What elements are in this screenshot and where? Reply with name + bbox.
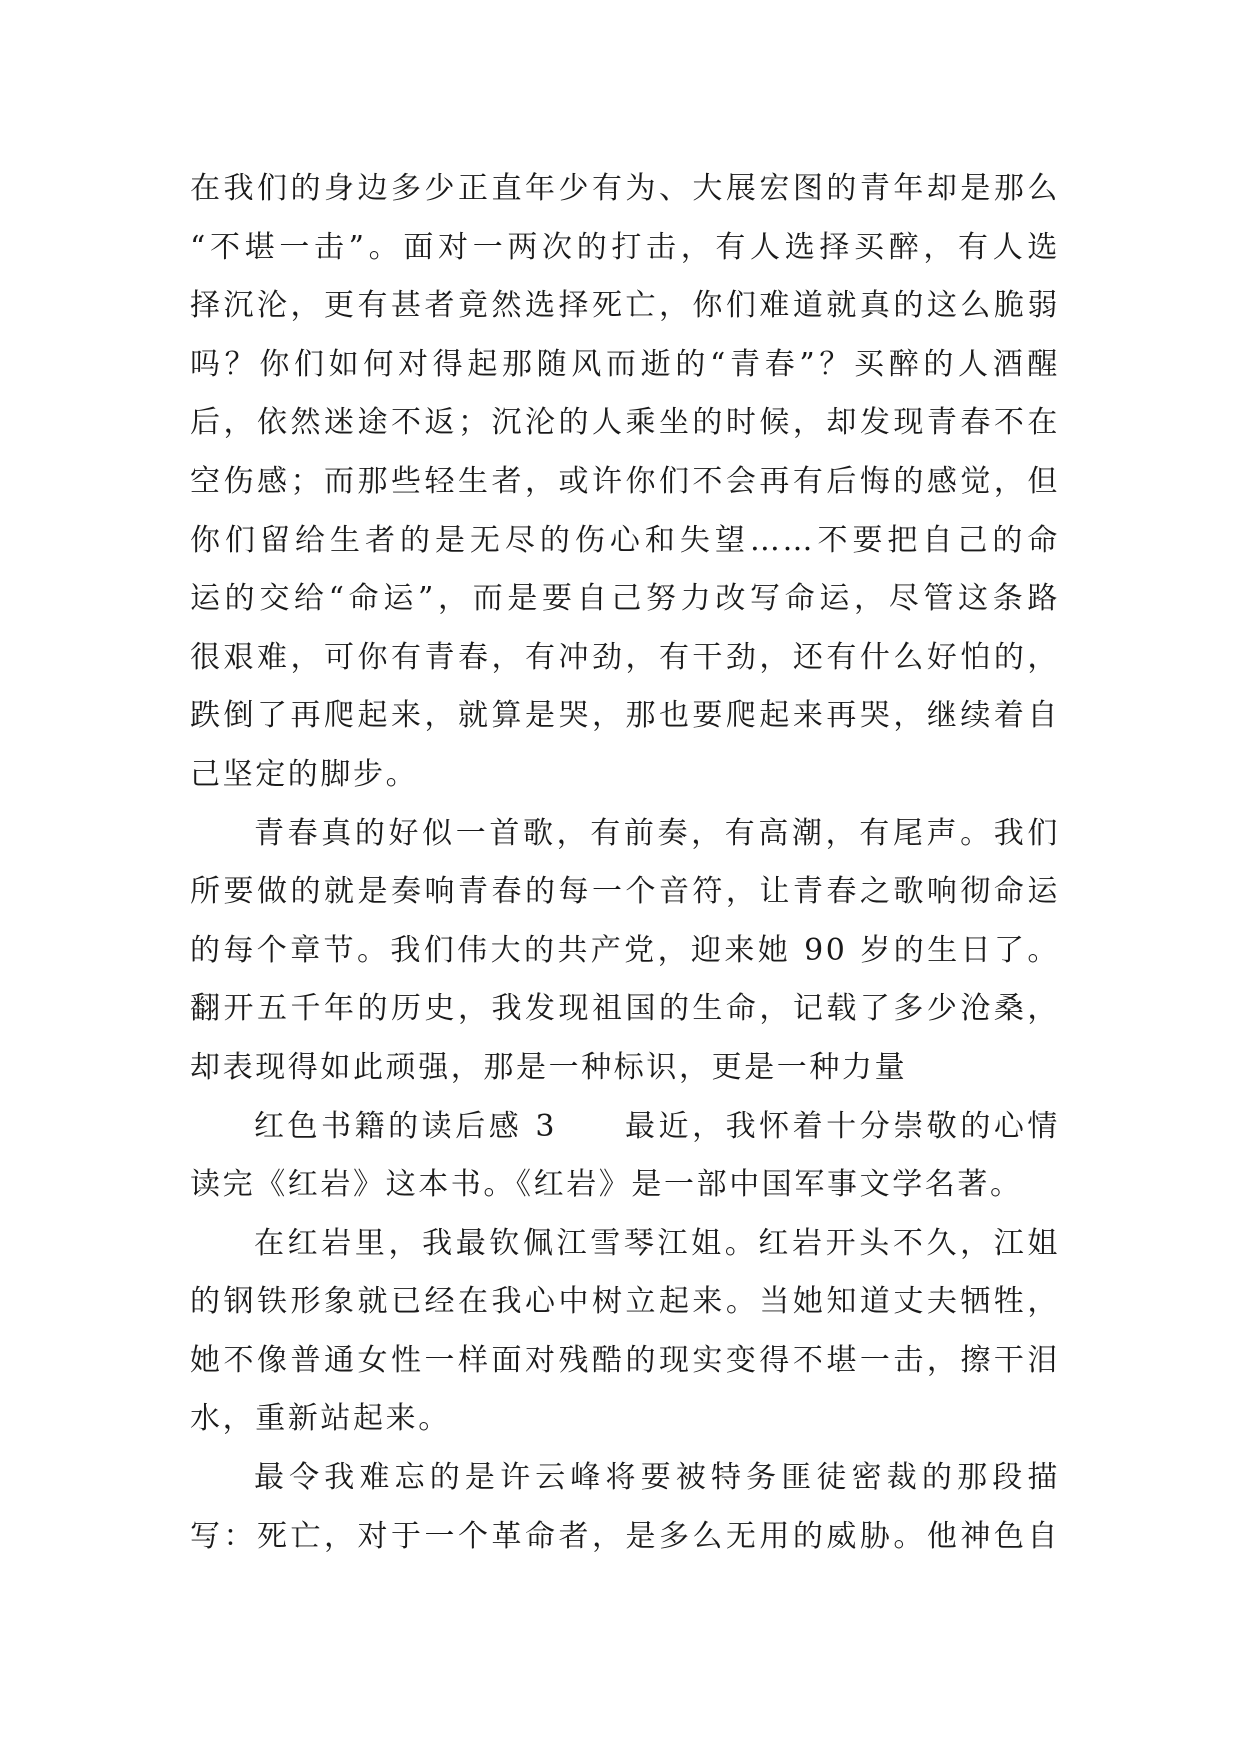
text-line: 你们留给生者的是无尽的伤心和失望……不要把自己的命 xyxy=(190,522,1060,558)
text-line: “不堪一击”。面对一两次的打击，有人选择买醉，有人选 xyxy=(190,229,1060,265)
text-line: 青春真的好似一首歌，有前奏，有高潮，有尾声。我们 xyxy=(254,815,1060,851)
text-line: 在红岩里，我最钦佩江雪琴江姐。红岩开头不久，江姐 xyxy=(254,1225,1060,1261)
text-line: 己坚定的脚步。 xyxy=(190,756,419,792)
text-line: 空伤感；而那些轻生者，或许你们不会再有后悔的感觉，但 xyxy=(190,463,1060,499)
body-text xyxy=(190,160,1060,1566)
text-line: 最令我难忘的是许云峰将要被特务匪徒密裁的那段描 xyxy=(254,1460,1060,1496)
text-line: 在我们的身边多少正直年少有为、大展宏图的青年却是那么 xyxy=(190,171,1060,206)
text-line: 跌倒了再爬起来，就算是哭，那也要爬起来再哭，继续着自 xyxy=(190,698,1060,734)
text-line: 的每个章节。我们伟大的共产党，迎来她 90 岁的生日了。 xyxy=(190,932,1060,968)
text-line: 很艰难，可你有青春，有冲劲，有干劲，还有什么好怕的， xyxy=(190,639,1060,675)
text-line: 所要做的就是奏响青春的每一个音符，让青春之歌响彻命运 xyxy=(190,874,1060,910)
text-line: 她不像普通女性一样面对残酷的现实变得不堪一击，擦干泪 xyxy=(190,1342,1060,1378)
text-line: 却表现得如此顽强，那是一种标识，更是一种力量 xyxy=(190,1049,908,1085)
text-line: 水，重新站起来。 xyxy=(190,1401,451,1437)
text-line: 择沉沦，更有甚者竟然选择死亡，你们难道就真的这么脆弱 xyxy=(190,288,1060,324)
text-line: 翻开五千年的历史，我发现祖国的生命，记载了多少沧桑， xyxy=(190,991,1060,1027)
text-line: 写：死亡，对于一个革命者，是多么无用的威胁。他神色自 xyxy=(190,1518,1060,1554)
text-line: 读完《红岩》这本书。《红岩》是一部中国军事文学名著。 xyxy=(190,1167,1023,1203)
text-line: 红色书籍的读后感 3 最近，我怀着十分崇敬的心情 xyxy=(254,1108,1060,1144)
text-line: 吗？你们如何对得起那随风而逝的“青春”？买醉的人酒醒 xyxy=(190,346,1060,382)
text-line: 运的交给“命运”，而是要自己努力改写命运，尽管这条路 xyxy=(190,581,1060,617)
text-line: 后，依然迷途不返；沉沦的人乘坐的时候，却发现青春不在 xyxy=(190,405,1060,441)
text-line: 的钢铁形象就已经在我心中树立起来。当她知道丈夫牺牲， xyxy=(190,1284,1060,1320)
